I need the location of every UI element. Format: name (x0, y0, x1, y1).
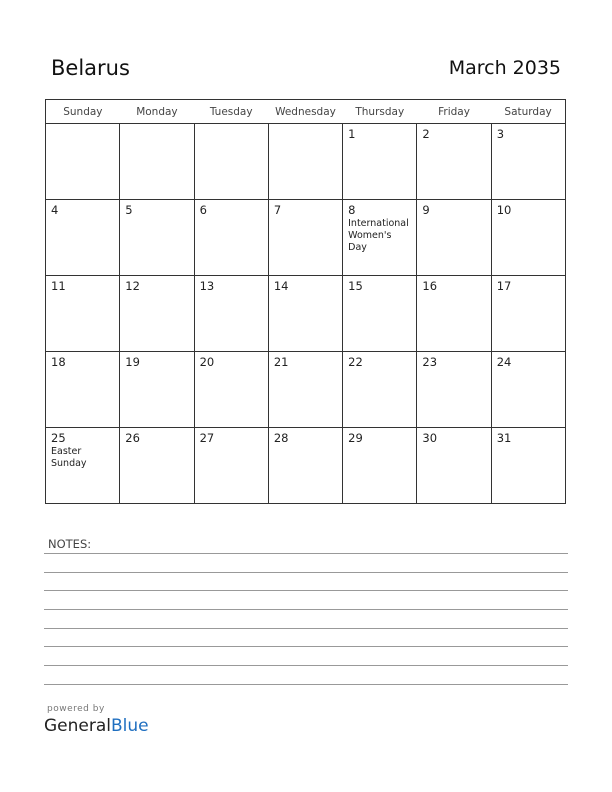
day-number: 12 (125, 279, 140, 293)
day-number: 19 (125, 355, 140, 369)
day-cell (120, 428, 194, 504)
day-cell (268, 276, 342, 352)
day-cell (417, 428, 491, 504)
day-cell (46, 276, 120, 352)
note-line (44, 646, 568, 647)
day-number: 15 (348, 279, 363, 293)
day-number: 17 (496, 279, 512, 293)
day-number: 26 (125, 431, 140, 445)
day-cell (46, 428, 120, 504)
day-cell (343, 124, 417, 200)
day-number: 13 (199, 279, 215, 293)
day-number: 3 (496, 127, 505, 141)
holiday-label: International Women's Day (348, 218, 409, 253)
week-row (46, 428, 566, 504)
day-number: 16 (422, 279, 438, 293)
day-cell (46, 200, 120, 276)
day-cell (268, 124, 342, 200)
day-number: 27 (199, 431, 215, 445)
day-number: 18 (51, 355, 66, 369)
weekday-tuesday: Tuesday (194, 100, 268, 124)
note-line (44, 665, 568, 666)
note-line (44, 684, 568, 685)
day-cell (46, 124, 120, 200)
day-cell (491, 200, 565, 276)
day-cell (343, 352, 417, 428)
day-number: 24 (496, 355, 512, 369)
day-number: 11 (51, 279, 66, 293)
weekday-sunday: Sunday (46, 100, 120, 124)
weekday-thursday: Thursday (343, 100, 417, 124)
day-cell (194, 276, 268, 352)
day-number: 28 (273, 431, 289, 445)
note-line (44, 590, 568, 591)
day-number: 31 (496, 431, 512, 445)
day-cell (343, 276, 417, 352)
day-number: 20 (199, 355, 215, 369)
notes-label: NOTES: (48, 537, 92, 551)
country-title: Belarus (51, 56, 130, 80)
calendar-grid (45, 99, 566, 504)
day-cell (120, 276, 194, 352)
week-row (46, 276, 566, 352)
day-number: 2 (422, 127, 430, 141)
day-cell (46, 352, 120, 428)
day-number: 5 (125, 203, 133, 217)
day-cell (194, 428, 268, 504)
day-number: 1 (348, 127, 356, 141)
logo-blue: Blue (111, 716, 149, 736)
day-number: 30 (422, 431, 438, 445)
logo-general: General (44, 716, 111, 736)
day-cell (417, 352, 491, 428)
weekday-wednesday: Wednesday (268, 100, 342, 124)
holiday-label: Easter Sunday (51, 446, 87, 469)
day-cell (343, 200, 417, 276)
day-number: 7 (273, 203, 282, 217)
day-number: 29 (348, 431, 363, 445)
day-cell (268, 428, 342, 504)
day-number: 6 (199, 203, 207, 217)
day-number: 10 (496, 203, 512, 217)
day-cell (194, 352, 268, 428)
day-cell (268, 200, 342, 276)
day-cell (120, 124, 194, 200)
day-cell (491, 352, 565, 428)
day-number: 22 (348, 355, 363, 369)
powered-by-text: powered by (47, 704, 105, 714)
day-cell (194, 200, 268, 276)
day-number: 14 (273, 279, 289, 293)
day-number: 23 (422, 355, 438, 369)
day-number: 9 (422, 203, 430, 217)
month-year-title: March 2035 (448, 57, 561, 79)
week-row (46, 200, 566, 276)
week-row (46, 352, 566, 428)
day-cell (417, 276, 491, 352)
day-cell (491, 428, 565, 504)
weekday-monday: Monday (120, 100, 194, 124)
day-number: 25 (51, 431, 66, 445)
day-cell (120, 352, 194, 428)
note-line (44, 572, 568, 573)
note-line (44, 628, 568, 629)
day-cell (417, 200, 491, 276)
weekday-friday: Friday (417, 100, 491, 124)
day-number: 21 (273, 355, 289, 369)
day-cell (491, 124, 565, 200)
day-number: 8 (348, 203, 356, 217)
week-row (46, 124, 566, 200)
note-line (44, 609, 568, 610)
day-cell (268, 352, 342, 428)
day-cell (343, 428, 417, 504)
day-cell (417, 124, 491, 200)
weekday-header-row (46, 100, 566, 124)
day-number: 4 (51, 203, 59, 217)
day-cell (120, 200, 194, 276)
weekday-saturday: Saturday (491, 100, 565, 124)
generalblue-logo (44, 716, 149, 736)
note-line (44, 553, 568, 554)
day-cell (491, 276, 565, 352)
day-cell (194, 124, 268, 200)
